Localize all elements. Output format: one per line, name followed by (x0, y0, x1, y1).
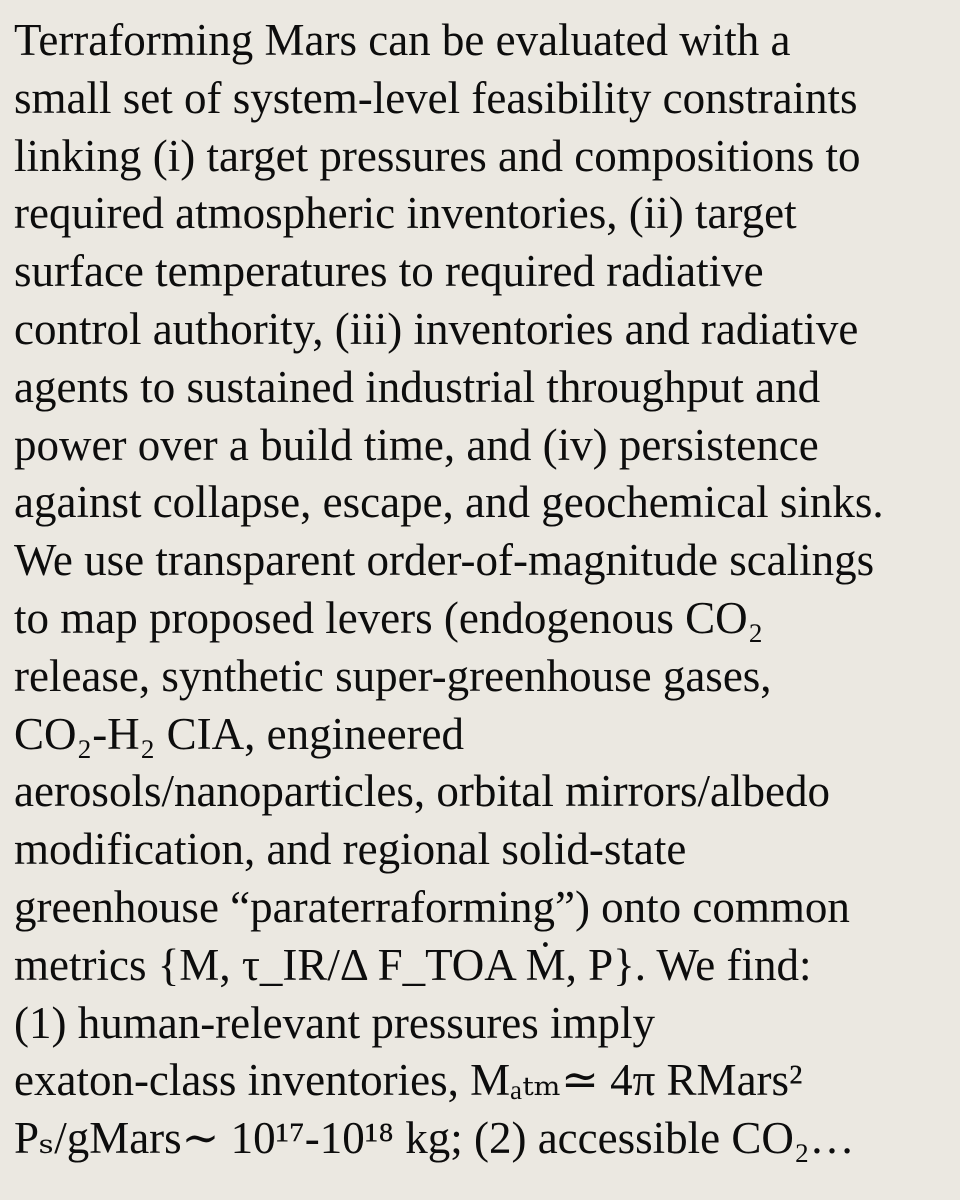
text-line: Pₛ/gMars∼ 10¹⁷-10¹⁸ kg; (2) accessible CO₂… (14, 1113, 855, 1164)
text-line: CO₂-H₂ CIA, engineered (14, 708, 464, 759)
abstract-text (14, 12, 954, 1168)
text-line: Terraforming Mars can be evaluated with a (14, 15, 791, 65)
text-line: exaton-class inventories, Mₐₜₘ≃ 4π RMars² (14, 1055, 803, 1106)
text-line: power over a build time, and (iv) persistence (14, 419, 819, 470)
text-line: (1) human-relevant pressures imply (14, 997, 656, 1048)
text-line: greenhouse “paraterraforming”) onto common (14, 881, 850, 932)
text-line: release, synthetic super-greenhouse gases, (14, 650, 772, 701)
text-line: control authority, (iii) inventories and radiative (14, 303, 859, 354)
text-line: surface temperatures to required radiative (14, 246, 764, 297)
text-line: metrics {M, τ_IR/Δ F_TOA Ṁ, P}. We find: (14, 939, 812, 990)
text-line: linking (i) target pressures and compositions to (14, 130, 861, 181)
text-line: to map proposed levers (endogenous CO₂ (14, 592, 764, 643)
text-line: agents to sustained industrial throughput and (14, 361, 821, 412)
text-line: We use transparent order-of-magnitude scalings (14, 535, 875, 586)
text-line: against collapse, escape, and geochemical sinks. (14, 477, 884, 528)
text-line: required atmospheric inventories, (ii) target (14, 188, 797, 239)
text-line: small set of system-level feasibility constraints (14, 72, 858, 123)
text-line: aerosols/nanoparticles, orbital mirrors/albedo (14, 766, 830, 817)
text-line: modification, and regional solid-state (14, 824, 687, 875)
